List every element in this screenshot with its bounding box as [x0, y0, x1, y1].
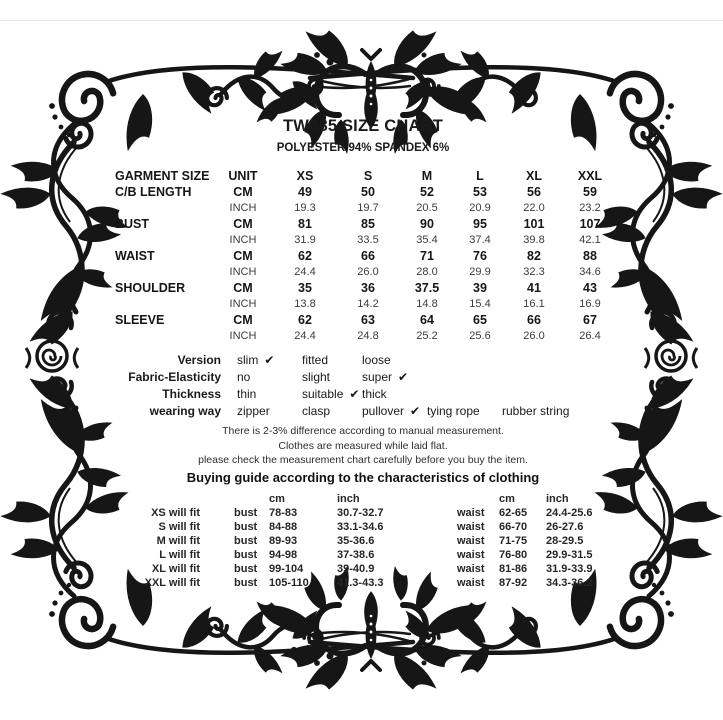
guide-waist-label: waist [457, 506, 485, 519]
measure-label: SHOULDER [115, 281, 186, 295]
size-value: 14.8 [416, 298, 438, 310]
option-text: pullover [362, 404, 405, 418]
size-value: 66 [527, 313, 541, 327]
size-value: 95 [473, 217, 487, 231]
size-value: 14.2 [357, 298, 379, 310]
guide-bust-cm: 89-93 [269, 534, 298, 547]
guide-bust-inch: 41.3-43.3 [337, 576, 384, 589]
guide-bust-label: bust [234, 576, 258, 589]
size-value: 24.4 [294, 330, 316, 342]
attribute-label: Fabric-Elasticity [128, 370, 221, 384]
option-text: thick [362, 387, 387, 401]
attribute-label: Thickness [162, 387, 221, 401]
attribute-row-elasticity [107, 369, 619, 386]
guide-size-label: XL will fit [151, 562, 200, 575]
option-text: clasp [302, 404, 331, 418]
unit-cell: INCH [229, 266, 257, 278]
size-value: 76 [473, 249, 487, 263]
size-table-header: M [421, 169, 433, 183]
size-value: 25.2 [416, 330, 438, 342]
right-vine-lower [603, 374, 720, 589]
size-value: 16.9 [579, 298, 601, 310]
attribute-option [230, 403, 295, 420]
measure-label [107, 200, 212, 216]
size-value: 29.9 [469, 266, 491, 278]
right-rose-ornament [645, 341, 697, 371]
size-value: 107 [579, 217, 601, 231]
guide-header-inch: inch [337, 492, 360, 505]
attribute-option [295, 386, 360, 403]
measure-label [107, 328, 212, 344]
attribute-option [355, 369, 420, 386]
size-value: 25.6 [469, 330, 491, 342]
attribute-row-wearing-way [107, 403, 619, 420]
size-value: 90 [420, 217, 434, 231]
attribute-option [355, 352, 420, 369]
unit-cell: CM [233, 313, 253, 327]
size-value: 28.0 [416, 266, 438, 278]
option-text: thin [237, 387, 257, 401]
size-value: 39.8 [523, 234, 545, 246]
unit-cell: CM [233, 217, 253, 231]
attribute-option [355, 386, 420, 403]
attribute-label: wearing way [149, 404, 221, 418]
size-value: 39 [473, 281, 487, 295]
guide-waist-label: waist [457, 562, 485, 575]
measure-label [107, 264, 212, 280]
size-value: 71 [420, 249, 434, 263]
size-value: 33.5 [357, 234, 379, 246]
size-value: 62 [298, 249, 312, 263]
size-value: 24.8 [357, 330, 379, 342]
check-icon: ✔ [349, 387, 360, 401]
size-table-header: L [476, 169, 484, 183]
guide-waist-cm: 81-86 [499, 562, 528, 575]
guide-bust-label: bust [234, 520, 258, 533]
option-text: fitted [302, 353, 329, 367]
guide-bust-cm: 105-110 [269, 576, 309, 589]
guide-bust-inch: 30.7-32.7 [337, 506, 384, 519]
size-value: 37.4 [469, 234, 491, 246]
option-text: super [362, 370, 393, 384]
size-value: 43 [583, 281, 597, 295]
option-text: slight [302, 370, 331, 384]
check-icon: ✔ [410, 404, 421, 418]
size-table-header: GARMENT SIZE [115, 169, 210, 183]
attribute-option [295, 369, 355, 386]
size-value: 66 [361, 249, 375, 263]
guide-bust-inch: 39-40.9 [337, 562, 375, 575]
size-table-header: UNIT [228, 169, 258, 183]
guide-bust-inch: 37-38.6 [337, 548, 375, 561]
size-value: 53 [473, 185, 487, 199]
option-text: loose [362, 353, 391, 367]
guide-waist-inch: 28-29.5 [546, 534, 584, 547]
size-value: 52 [420, 185, 434, 199]
guide-waist-cm: 62-65 [499, 506, 528, 519]
size-table-header: S [363, 169, 373, 183]
guide-waist-inch: 26-27.6 [546, 520, 584, 533]
size-value: 42.1 [579, 234, 601, 246]
guide-size-label: S will fit [158, 520, 200, 533]
note-line: There is 2-3% difference according to manual measurement. [222, 425, 504, 437]
guide-waist-cm: 66-70 [499, 520, 528, 533]
guide-waist-cm: 76-80 [499, 548, 528, 561]
guide-bust-cm: 99-104 [269, 562, 304, 575]
size-value: 36 [361, 281, 375, 295]
size-value: 62 [298, 313, 312, 327]
guide-waist-label: waist [457, 534, 485, 547]
size-value: 15.4 [469, 298, 491, 310]
guide-waist-inch: 31.9-33.9 [546, 562, 593, 575]
guide-bust-cm: 94-98 [269, 548, 298, 561]
attribute-option [295, 352, 355, 369]
attribute-option [230, 386, 295, 403]
unit-cell: CM [233, 281, 253, 295]
size-value: 26.0 [523, 330, 545, 342]
guide-size-label: M will fit [156, 534, 200, 547]
attribute-option [495, 403, 585, 420]
measure-label: SLEEVE [115, 313, 165, 327]
size-value: 50 [361, 185, 375, 199]
size-value: 41 [527, 281, 541, 295]
size-value: 64 [420, 313, 434, 327]
guide-header-inch: inch [546, 492, 569, 505]
guide-bust-inch: 33.1-34.6 [337, 520, 384, 533]
size-value: 35.4 [416, 234, 438, 246]
buying-guide-table [107, 492, 619, 590]
guide-waist-label: waist [457, 576, 485, 589]
size-value: 49 [298, 185, 312, 199]
option-text: no [237, 370, 251, 384]
size-value: 85 [361, 217, 375, 231]
size-value: 82 [527, 249, 541, 263]
size-value: 63 [361, 313, 375, 327]
guide-header-cm: cm [499, 492, 515, 505]
measure-label: BUST [115, 217, 150, 231]
guide-size-label: L will fit [159, 548, 200, 561]
unit-cell: INCH [229, 202, 257, 214]
size-value: 101 [523, 217, 545, 231]
guide-bust-cm: 84-88 [269, 520, 298, 533]
guide-header-cm: cm [269, 492, 285, 505]
attribute-option [295, 403, 355, 420]
unit-cell: CM [233, 185, 253, 199]
note-line: Clothes are measured while laid flat. [278, 439, 448, 452]
guide-bust-label: bust [234, 548, 258, 561]
guide-waist-cm: 71-75 [499, 534, 528, 547]
size-value: 88 [583, 249, 597, 263]
unit-cell: INCH [229, 330, 257, 342]
size-value: 34.6 [579, 266, 601, 278]
size-value: 37.5 [414, 281, 440, 295]
measure-label: C/B LENGTH [115, 185, 192, 199]
size-value: 22.0 [523, 202, 545, 214]
size-table-header: XXL [577, 169, 603, 183]
attribute-label: Version [177, 353, 221, 367]
size-value: 19.7 [357, 202, 379, 214]
option-text: slim [237, 353, 259, 367]
option-text: rubber string [502, 404, 570, 418]
size-value: 20.5 [416, 202, 438, 214]
size-value: 67 [583, 313, 597, 327]
guide-bust-cm: 78-83 [269, 506, 298, 519]
size-value: 65 [473, 313, 487, 327]
size-value: 35 [298, 281, 312, 295]
guide-waist-inch: 24.4-25.6 [546, 506, 593, 519]
guide-size-label: XS will fit [151, 506, 200, 519]
check-icon: ✔ [264, 353, 275, 367]
attribute-option [230, 369, 295, 386]
guide-waist-label: waist [457, 520, 485, 533]
size-value: 31.9 [294, 234, 316, 246]
size-value: 26.0 [357, 266, 379, 278]
unit-cell: CM [233, 249, 253, 263]
guide-bust-inch: 35-36.6 [337, 534, 375, 547]
size-table-header: XL [526, 169, 542, 183]
size-value: 23.2 [579, 202, 601, 214]
buying-guide-title: Buying guide according to the characteristics of clothing [186, 469, 540, 485]
guide-bust-label: bust [234, 506, 258, 519]
size-value: 20.9 [469, 202, 491, 214]
guide-waist-inch: 29.9-31.5 [546, 548, 593, 561]
guide-bust-label: bust [234, 534, 258, 547]
notes [107, 424, 619, 468]
size-value: 26.4 [579, 330, 601, 342]
attribute-option [230, 352, 295, 369]
attribute-rows [107, 352, 619, 420]
option-text: zipper [237, 404, 270, 418]
attribute-row-thickness [107, 386, 619, 403]
check-icon: ✔ [398, 370, 409, 384]
size-value: 59 [583, 185, 597, 199]
measure-label: WAIST [115, 249, 155, 263]
note-line: please check the measurement chart carefully before you buy the item. [198, 454, 528, 466]
guide-waist-cm: 87-92 [499, 576, 528, 589]
unit-cell: INCH [229, 298, 257, 310]
size-chart-content [107, 116, 619, 590]
guide-waist-inch: 34.3-36.2 [546, 576, 593, 589]
page-title: TW685 SIZE CHART [283, 117, 443, 135]
size-value: 81 [298, 217, 312, 231]
size-value: 56 [527, 185, 541, 199]
measure-label [107, 232, 212, 248]
option-text: suitable [302, 387, 344, 401]
guide-waist-label: waist [457, 548, 485, 561]
left-vine-lower [2, 374, 119, 589]
size-table-header: XS [296, 169, 314, 183]
size-value: 16.1 [523, 298, 545, 310]
size-value: 32.3 [523, 266, 545, 278]
attribute-row-version [107, 352, 619, 369]
left-rose-ornament [26, 341, 78, 371]
attribute-option [355, 403, 420, 420]
guide-bust-label: bust [234, 562, 258, 575]
size-table [107, 168, 619, 344]
attribute-option [420, 403, 495, 420]
size-value: 24.4 [294, 266, 316, 278]
fabric-composition: POLYESTER 94% SPANDEX 6% [276, 142, 450, 154]
size-value: 19.3 [294, 202, 316, 214]
option-text: tying rope [427, 404, 480, 418]
guide-size-label: XXL will fit [144, 576, 200, 589]
size-value: 13.8 [294, 298, 316, 310]
measure-label [107, 296, 212, 312]
unit-cell: INCH [229, 234, 257, 246]
